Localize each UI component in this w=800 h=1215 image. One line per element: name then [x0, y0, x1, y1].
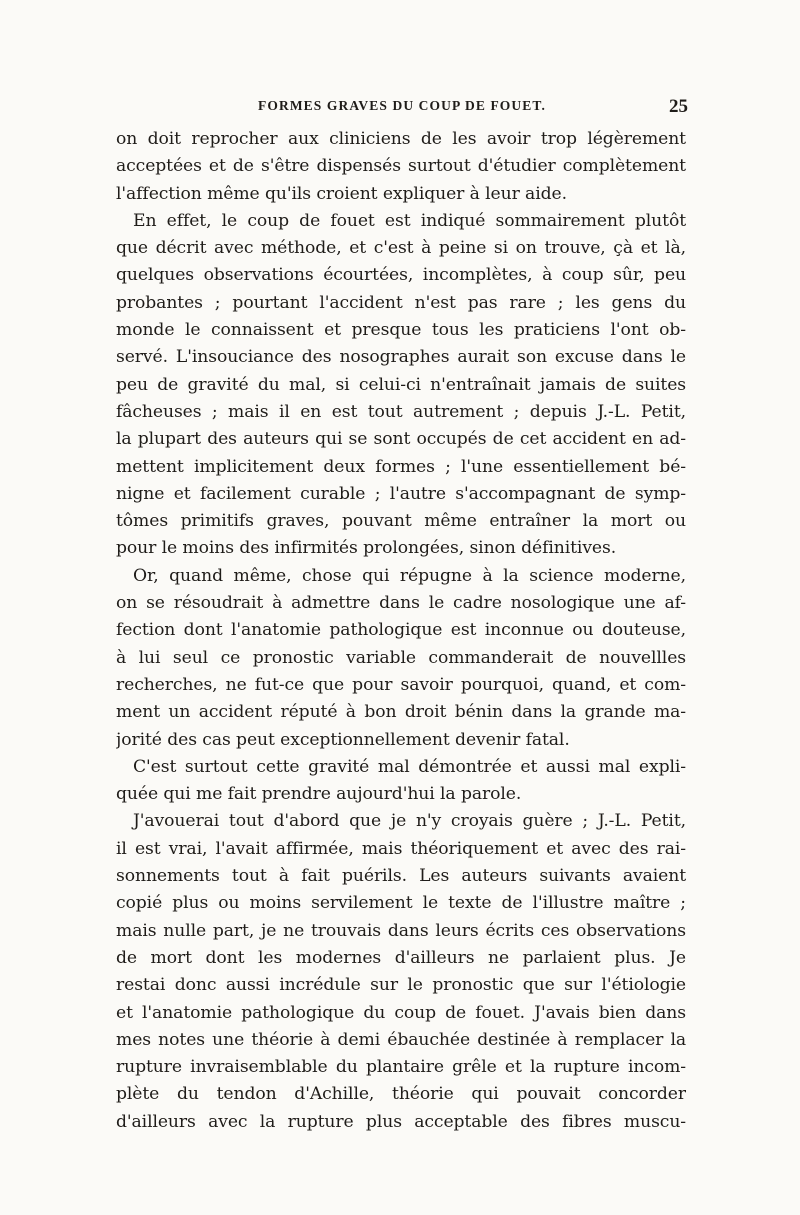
text-line: C'est surtout cette gravité mal démontrée et aussi mal expli- — [133, 756, 686, 777]
page-number: 25 — [669, 96, 688, 117]
text-line: En effet, le coup de fouet est indiqué sommairement plutôt — [133, 210, 686, 231]
text-line: d'ailleurs avec la rupture plus acceptable des fibres muscu- — [116, 1111, 686, 1132]
text-line: probantes ; pourtant l'accident n'est pas rare ; les gens du — [116, 292, 686, 313]
text-line: il est vrai, l'avait affirmée, mais théoriquement et avec des rai- — [116, 838, 686, 859]
text-line: la plupart des auteurs qui se sont occupés de cet accident en ad- — [116, 429, 686, 450]
text-line: acceptées et de s'être dispensés surtout d'étudier complètement — [116, 156, 686, 177]
text-line: que décrit avec méthode, et c'est à peine si on trouve, çà et là, — [116, 238, 686, 259]
text-line: à lui seul ce pronostic variable commanderait de nouvellles — [116, 647, 686, 668]
text-line: fection dont l'anatomie pathologique est inconnue ou douteuse, — [116, 620, 686, 641]
text-line: mes notes une théorie à demi ébauchée destinée à remplacer la — [116, 1029, 686, 1050]
text-line: recherches, ne fut-ce que pour savoir pourquoi, quand, et com- — [116, 674, 686, 695]
text-line: on se résoudrait à admettre dans le cadre nosologique une af- — [116, 593, 686, 614]
text-line: rupture invraisemblable du plantaire grêle et la rupture incom- — [116, 1057, 686, 1078]
text-line: jorité des cas peut exceptionnellement devenir fatal. — [116, 729, 570, 750]
text-line: ment un accident réputé à bon droit bénin dans la grande ma- — [116, 702, 686, 723]
text-line: pour le moins des infirmités prolongées, sinon définitives. — [116, 538, 617, 559]
text-line: peu de gravité du mal, si celui-ci n'entraînait jamais de suites — [116, 374, 686, 395]
body-text — [116, 126, 686, 1136]
text-line: restai donc aussi incrédule sur le pronostic que sur l'étiologie — [116, 975, 686, 996]
text-line: tômes primitifs graves, pouvant même entraîner la mort ou — [116, 511, 686, 532]
text-line: quée qui me fait prendre aujourd'hui la parole. — [116, 784, 522, 805]
text-line: servé. L'insouciance des nosographes aurait son excuse dans le — [116, 347, 686, 368]
text-line: nigne et facilement curable ; l'autre s'accompagnant de symp- — [116, 483, 686, 504]
text-line: J'avouerai tout d'abord que je n'y croyais guère ; J.-L. Petit, — [133, 811, 686, 832]
text-line: mettent implicitement deux formes ; l'une essentiellement bé- — [116, 456, 686, 477]
text-line: quelques observations écourtées, incomplètes, à coup sûr, peu — [116, 265, 686, 286]
running-title: FORMES GRAVES DU COUP DE FOUET. — [258, 98, 546, 113]
text-line: mais nulle part, je ne trouvais dans leurs écrits ces observations — [116, 920, 686, 941]
text-line: l'affection même qu'ils croient expliquer à leur aide. — [116, 183, 567, 204]
running-head — [118, 96, 686, 120]
text-line: fâcheuses ; mais il en est tout autrement ; depuis J.-L. Petit, — [116, 401, 686, 422]
text-line: on doit reprocher aux cliniciens de les avoir trop légèrement — [116, 129, 686, 149]
text-line: de mort dont les modernes d'ailleurs ne parlaient plus. Je — [116, 947, 686, 968]
text-line: copié plus ou moins servilement le texte de l'illustre maître ; — [116, 893, 686, 914]
text-line: plète du tendon d'Achille, théorie qui pouvait concorder — [116, 1084, 686, 1105]
text-line: sonnements tout à fait puérils. Les auteurs suivants avaient — [116, 866, 686, 887]
text-line: monde le connaissent et presque tous les praticiens l'ont ob- — [116, 320, 686, 341]
text-line: et l'anatomie pathologique du coup de fouet. J'avais bien dans — [116, 1002, 686, 1023]
text-line: Or, quand même, chose qui répugne à la science moderne, — [133, 565, 686, 586]
